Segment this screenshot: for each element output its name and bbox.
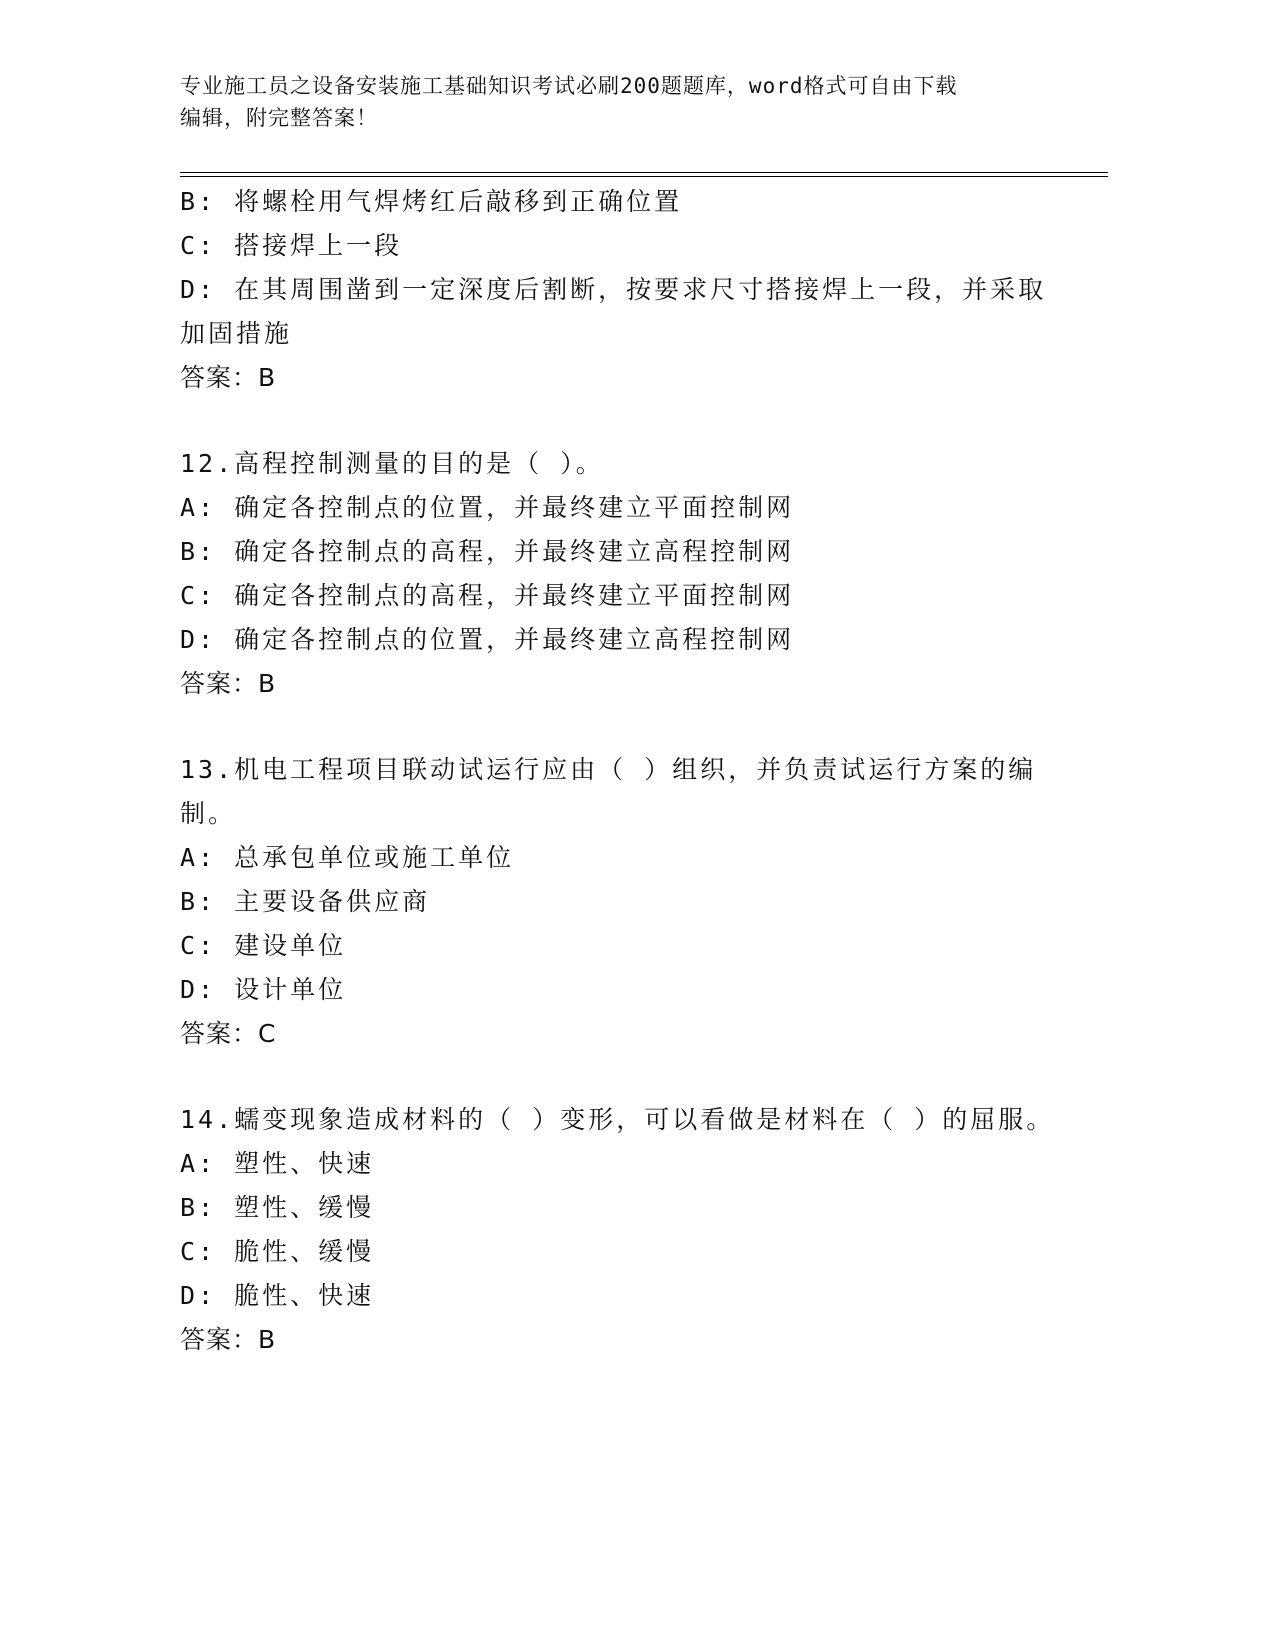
answer-line: 答案：B — [180, 363, 277, 392]
question-spacer — [180, 706, 1115, 748]
option-d: D: 确定各控制点的位置，并最终建立高程控制网 — [180, 625, 795, 654]
header-divider-top — [180, 172, 1108, 173]
header-title-line-1: 专业施工员之设备安装施工基础知识考试必刷200题题库，word格式可自由下载 — [180, 74, 958, 98]
question-list — [180, 180, 1115, 1362]
option-a: A: 总承包单位或施工单位 — [180, 843, 515, 872]
option-a: A: 确定各控制点的位置，并最终建立平面控制网 — [180, 493, 795, 522]
option-c: C: 建设单位 — [180, 931, 347, 960]
header-title-line-2: 编辑，附完整答案！ — [180, 106, 378, 130]
option-d: D: 在其周围凿到一定深度后割断，按要求尺寸搭接焊上一段，并采取 — [180, 275, 1047, 304]
question-block-13 — [180, 748, 1115, 1056]
answer-line: 答案：B — [180, 1325, 277, 1354]
answer-line: 答案：B — [180, 669, 277, 698]
option-c: C: 搭接焊上一段 — [180, 231, 403, 260]
question-text-continued: 制。 — [180, 799, 237, 828]
question-spacer — [180, 400, 1115, 442]
document-header — [180, 70, 1115, 134]
option-d: D: 脆性、快速 — [180, 1281, 375, 1310]
option-a: A: 塑性、快速 — [180, 1149, 375, 1178]
answer-line: 答案：C — [180, 1019, 277, 1048]
option-b: B: 确定各控制点的高程，并最终建立高程控制网 — [180, 537, 795, 566]
question-block-11 — [180, 180, 1115, 400]
question-text: 14.蠕变现象造成材料的（ ）变形，可以看做是材料在（ ）的屈服。 — [180, 1105, 1055, 1134]
header-divider-bottom — [180, 176, 1108, 177]
question-spacer — [180, 1056, 1115, 1098]
option-d-continued: 加固措施 — [180, 319, 293, 348]
option-d: D: 设计单位 — [180, 975, 347, 1004]
option-c: C: 确定各控制点的高程，并最终建立平面控制网 — [180, 581, 795, 610]
option-b: B: 将螺栓用气焊烤红后敲移到正确位置 — [180, 187, 683, 216]
option-b: B: 塑性、缓慢 — [180, 1193, 375, 1222]
option-c: C: 脆性、缓慢 — [180, 1237, 375, 1266]
question-text: 13.机电工程项目联动试运行应由（ ）组织，并负责试运行方案的编 — [180, 755, 1037, 784]
option-b: B: 主要设备供应商 — [180, 887, 431, 916]
question-text: 12.高程控制测量的目的是（ ）。 — [180, 449, 604, 478]
question-block-14 — [180, 1098, 1115, 1362]
question-block-12 — [180, 442, 1115, 706]
